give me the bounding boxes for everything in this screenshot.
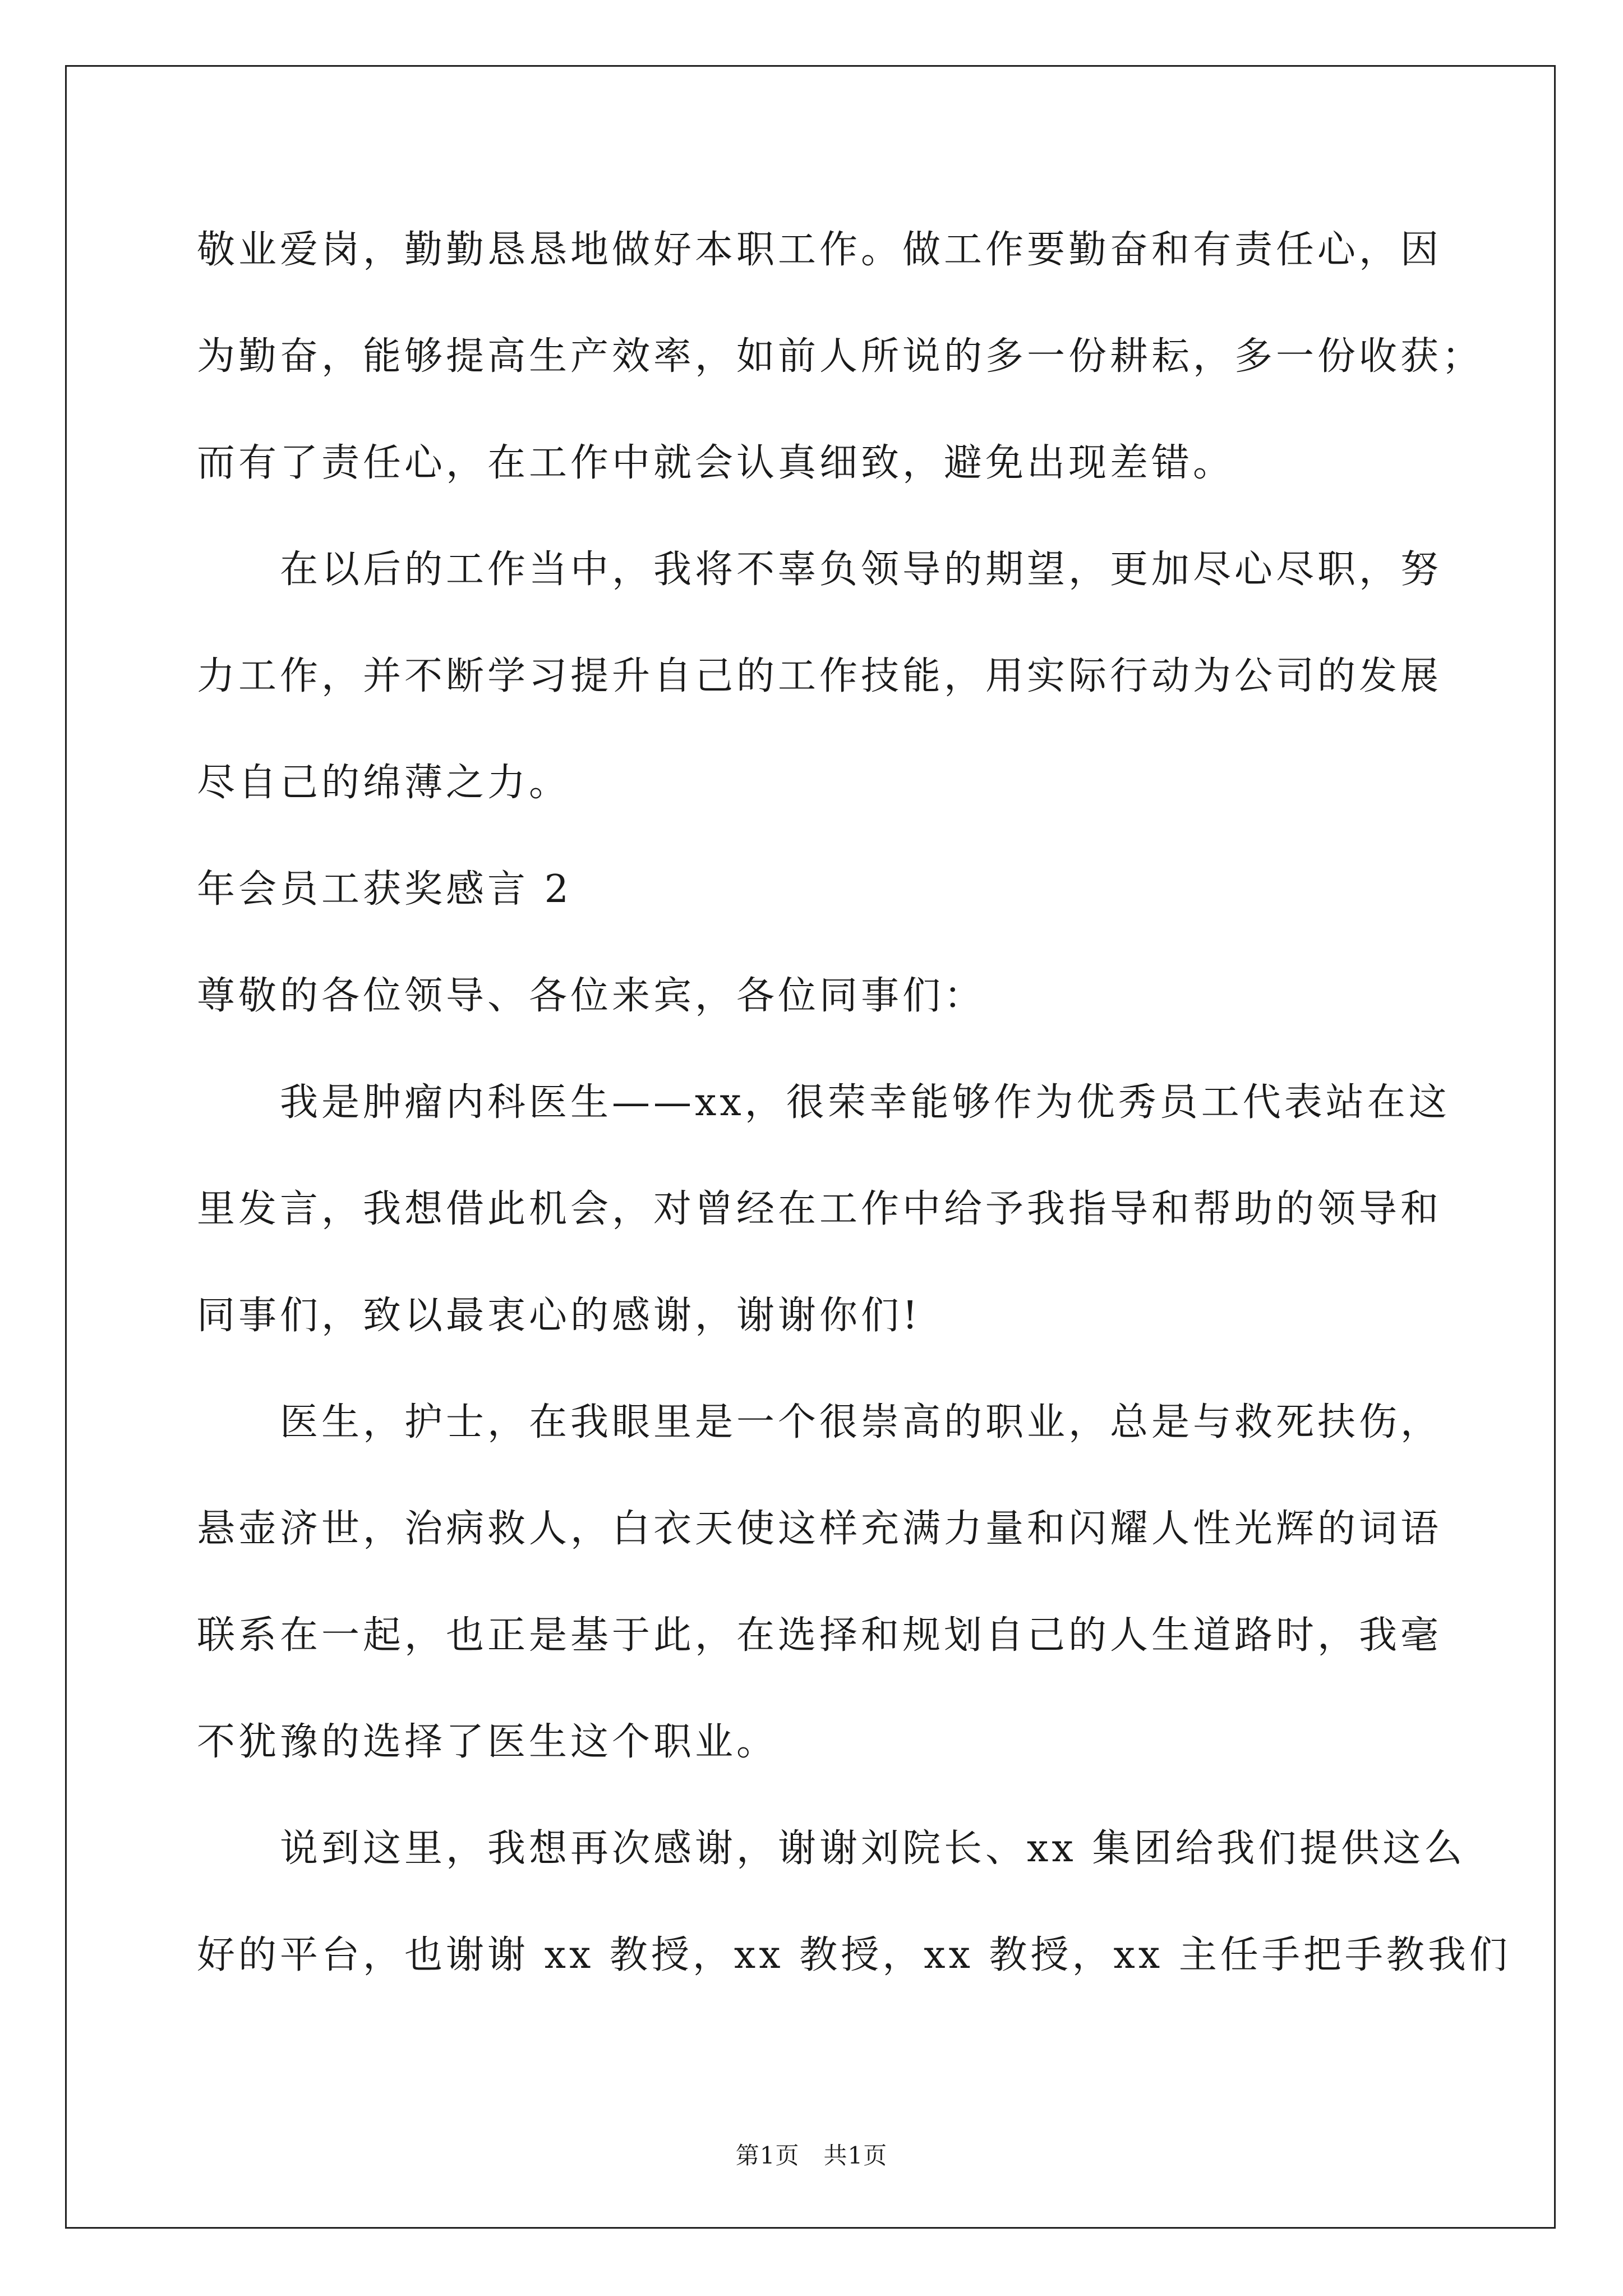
text-line: 说到这里，我想再次感谢，谢谢刘院长、xx 集团给我们提供这么 [280, 1826, 1466, 1871]
text-line: 不犹豫的选择了医生这个职业。 [197, 1720, 778, 1764]
section-heading: 年会员工获奖感言 2 [197, 867, 572, 912]
text-line: 同事们，致以最衷心的感谢，谢谢你们! [197, 1294, 921, 1338]
text-line: 里发言，我想借此机会，对曾经在工作中给予我指导和帮助的领导和 [197, 1187, 1442, 1231]
salutation: 尊敬的各位领导、各位来宾，各位同事们： [197, 974, 986, 1018]
document-body [197, 213, 1511, 2025]
text-line: 好的平台，也谢谢 xx 教授，xx 教授，xx 教授，xx 主任手把手教我们 [197, 1933, 1511, 1977]
text-line: 医生，护士，在我眼里是一个很崇高的职业，总是与救死扶伤， [280, 1400, 1442, 1444]
text-line: 尽自己的绵薄之力。 [197, 761, 571, 805]
text-line: 而有了责任心，在工作中就会认真细致，避免出现差错。 [197, 441, 1235, 485]
text-line: 悬壶济世，治病救人，白衣天使这样充满力量和闪耀人性光辉的词语 [197, 1507, 1442, 1551]
text-line: 敬业爱岗，勤勤恳恳地做好本职工作。做工作要勤奋和有责任心，因 [197, 228, 1442, 272]
text-line: 力工作，并不断学习提升自己的工作技能，用实际行动为公司的发展 [197, 654, 1442, 698]
text-line: 我是肿瘤内科医生——xx，很荣幸能够作为优秀员工代表站在这 [280, 1080, 1450, 1125]
text-line: 在以后的工作当中，我将不辜负领导的期望，更加尽心尽职，努 [280, 547, 1442, 592]
page-footer: 第1页 共1页 [735, 2142, 888, 2169]
text-line: 为勤奋，能够提高生产效率，如前人所说的多一份耕耘，多一份收获； [197, 334, 1484, 379]
text-line: 联系在一起，也正是基于此，在选择和规划自己的人生道路时，我毫 [197, 1613, 1442, 1658]
